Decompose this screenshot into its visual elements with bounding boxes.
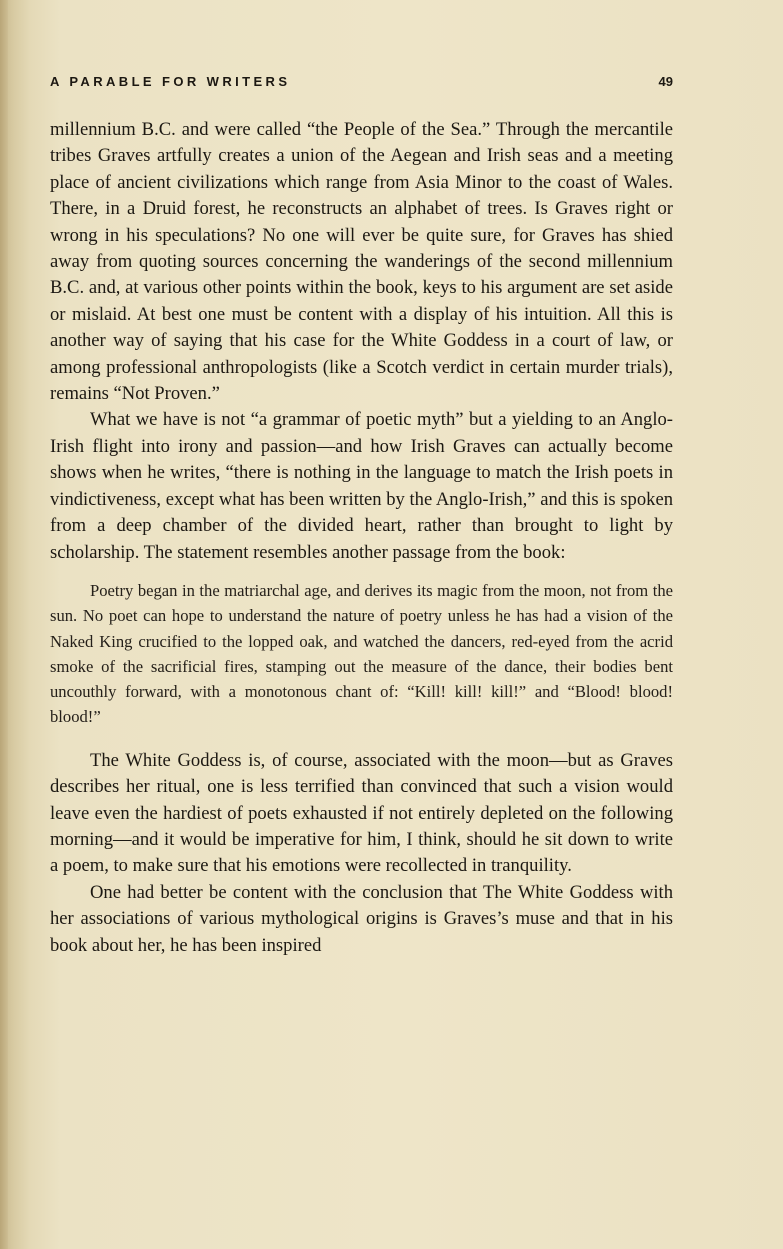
paragraph-grammar-of-myth: What we have is not “a grammar of poetic myth” but a yielding to an Anglo-Irish flight into irony and passion—and how Irish Graves can actually become shows when he writes, “there is nothing in the language to match the Irish poets in vindictiveness, except what has been written by the Anglo-Irish,” and this is spoken from a deep chamber of the divided heart, rather than brought to light by scholarship. The statement resembles another passage from the book:: [50, 409, 673, 563]
book-spine-edge: [0, 0, 8, 1249]
block-quotation: [50, 578, 673, 730]
paragraph-white-goddess-moon: The White Goddess is, of course, associated with the moon—but as Graves describes her ritual, one is less terrified than convinced that such a vision would leave even the hardiest of poets exhausted if not entirely depleted on the following morning—and it would be imperative for him, I think, should he sit down to write a poem, to make sure that his emotions were recollected in tranquility.: [50, 749, 673, 877]
running-head: [50, 74, 673, 94]
quotation-text: Poetry began in the matriarchal age, and derives its magic from the moon, not from the sun. No poet can hope to understand the nature of poetry unless he has had a vision of the Naked King crucified to the lopped oak, and watched the dancers, red-eyed from the acrid smoke of the sacrificial fires, stamping out the measure of the dance, their bodies bent uncouthly forward, with a monotonous chant of: “Kill! kill! kill!” and “Blood! blood! blood!”: [50, 580, 673, 727]
paragraph-conclusion: One had better be content with the conclusion that The White Goddess with her associations of various mythological origins is Graves’s muse and that in his book about her, he has been inspired: [50, 881, 673, 956]
paragraph-continuation: millennium B.C. and were called “the People of the Sea.” Through the mercantile tribes Graves artfully creates a union of the Aegean and Irish seas and a meeting place of ancient civilizations which range from Asia Minor to the coast of Wales. There, in a Druid forest, he reconstructs an alphabet of trees. Is Graves right or wrong in his speculations? No one will ever be quite sure, for Graves has shied away from quoting sources concerning the wanderings of the second millennium B.C. and, at various other points within the book, keys to his argument are set aside or mislaid. At best one must be content with a display of his intuition. All this is another way of saying that his case for the White Goddess in a court of law, or among professional anthropologists (like a Scotch verdict in certain murder trials), remains “Not Proven.”: [50, 119, 673, 405]
running-title: A PARABLE FOR WRITERS: [50, 74, 291, 89]
page-number: 49: [658, 74, 673, 89]
body-text: [50, 117, 673, 959]
